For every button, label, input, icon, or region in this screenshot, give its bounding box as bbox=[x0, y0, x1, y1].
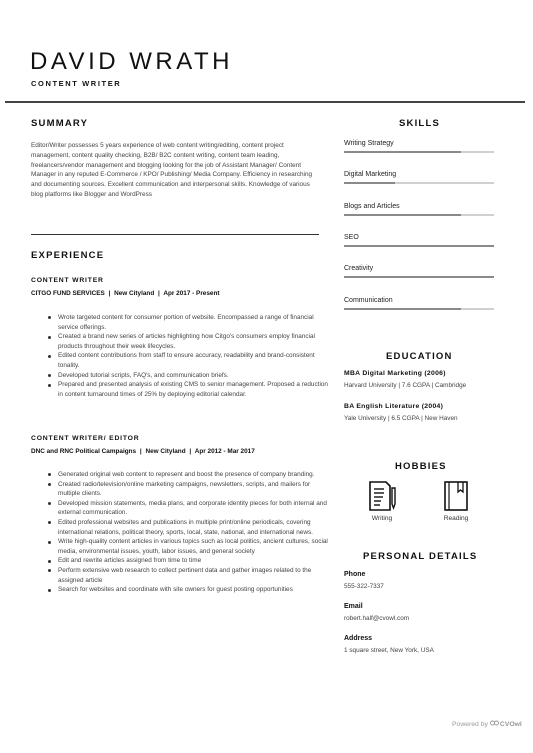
writing-icon bbox=[357, 480, 407, 512]
list-item: Search for websites and coordinate with site owners for guest posting opportunities bbox=[48, 585, 328, 595]
skills-title: SKILLS bbox=[399, 118, 440, 129]
list-item: Write high-quality content articles in various topics such as local politics, ancient cultures, social media, environmental issues, youth, labor issues, and general society bbox=[48, 537, 328, 556]
owl-icon bbox=[490, 719, 499, 729]
education-degree: BA English Literature (2004) bbox=[344, 403, 444, 410]
job-location: New Cityland bbox=[114, 290, 155, 297]
skill-bar bbox=[344, 276, 494, 278]
header-divider bbox=[5, 101, 525, 103]
hobby-item bbox=[431, 480, 481, 522]
separator: | bbox=[139, 448, 142, 455]
separator: | bbox=[158, 290, 160, 297]
address-value: 1 square street, New York, USA bbox=[344, 647, 434, 654]
list-item: Prepared and presented analysis of existing CMS to senior management. Proposed a reduction in content turnaround times of 25% by deploying editorial calendar. bbox=[48, 380, 328, 399]
experience-title: EXPERIENCE bbox=[31, 250, 105, 261]
skill-bar bbox=[344, 151, 494, 153]
education-university: Harvard University bbox=[344, 382, 397, 389]
brand-logo[interactable] bbox=[490, 719, 522, 729]
education-location: New Haven bbox=[424, 415, 458, 422]
education-university: Yale University bbox=[344, 415, 387, 422]
skill-label: SEO bbox=[344, 234, 359, 241]
job-bullets bbox=[48, 313, 328, 399]
skill-item bbox=[344, 203, 494, 216]
separator: | bbox=[421, 415, 425, 422]
skill-bar-fill bbox=[344, 276, 494, 278]
list-item: Developed tutorial scripts, FAQ's, and communication briefs. bbox=[48, 371, 328, 381]
skill-label: Writing Strategy bbox=[344, 140, 394, 147]
education-meta bbox=[344, 382, 466, 389]
skill-bar-fill bbox=[344, 214, 461, 216]
list-item: Created radio/television/online marketing campaigns, newsletters, scripts, and mailers for multiple clients. bbox=[48, 480, 328, 499]
skill-bar-fill bbox=[344, 245, 494, 247]
skill-label: Blogs and Articles bbox=[344, 203, 400, 210]
summary-text: Editor/Writer possesses 5 years experience of web content writing/editing, content project management, content quality checking, B2B/ B2C content writing, content team leading, freelancers/vendor management and blogging looking for the job of Assistant Manager/ Content Manager in any reputed E-Commerce / KPO/ Publishing/ Media Company. Efficiency in researching and documenting sources. Excellent communication and interpersonal skills. Knowledge of various blog platforms like Blogger and WordPress bbox=[31, 142, 313, 198]
job-dates: Apr 2017 - Present bbox=[163, 290, 220, 297]
skill-item bbox=[344, 234, 494, 247]
summary-title: SUMMARY bbox=[31, 118, 89, 129]
email-label: Email bbox=[344, 603, 363, 610]
job-company: DNC and RNC Political Campaigns bbox=[31, 448, 137, 455]
job-meta bbox=[31, 448, 255, 455]
list-item: Created a brand new series of articles highlighting how Citgo's consumers employ financial products throughout their week lifecycles. bbox=[48, 332, 328, 351]
address-label: Address bbox=[344, 635, 373, 642]
hobby-item bbox=[357, 480, 407, 522]
brand-name: CVOwl bbox=[499, 720, 522, 728]
education-score: 6.5 CGPA bbox=[391, 415, 420, 422]
skill-bar-fill bbox=[344, 151, 461, 153]
separator: | bbox=[108, 290, 111, 297]
job-meta bbox=[31, 290, 220, 297]
personal-title: PERSONAL DETAILS bbox=[363, 551, 478, 562]
powered-by bbox=[452, 719, 522, 729]
job-title: CONTENT WRITER bbox=[31, 277, 104, 284]
skill-bar-fill bbox=[344, 308, 461, 310]
education-score: 7.6 CGPA bbox=[401, 382, 430, 389]
education-title: EDUCATION bbox=[386, 351, 453, 362]
list-item: Generated original web content to represent and boost the presence of company branding. bbox=[48, 470, 328, 480]
list-item: Developed mission statements, media plans, and corporate identity pieces for both internal and external communication. bbox=[48, 499, 328, 518]
separator: | bbox=[431, 382, 435, 389]
education-degree: MBA Digital Marketing (2006) bbox=[344, 370, 446, 377]
hobbies-title: HOBBIES bbox=[395, 461, 447, 472]
skill-item bbox=[344, 140, 494, 153]
skill-item bbox=[344, 265, 494, 278]
list-item: Wrote targeted content for consumer portion of website. Encompassed a range of financial service offerings. bbox=[48, 313, 328, 332]
separator: | bbox=[398, 382, 402, 389]
job-dates: Apr 2012 - Mar 2017 bbox=[194, 448, 255, 455]
phone-label: Phone bbox=[344, 571, 366, 578]
skill-bar bbox=[344, 214, 494, 216]
job-title: CONTENT WRITER/ EDITOR bbox=[31, 435, 140, 442]
list-item: Edited professional websites and publications in multiple print/online periodicals, covering international relations, political theory, sports, local, state, national, and international news. bbox=[48, 518, 328, 537]
skill-label: Communication bbox=[344, 297, 393, 304]
list-item: Perform extensive web research to collect pertinent data and gather images related to the assigned article bbox=[48, 566, 328, 585]
reading-icon bbox=[431, 480, 481, 512]
education-meta bbox=[344, 415, 458, 422]
skill-label: Creativity bbox=[344, 265, 374, 272]
job-company: CITGO FUND SERVICES bbox=[31, 290, 105, 297]
summary-divider bbox=[31, 234, 319, 235]
skill-bar-fill bbox=[344, 182, 395, 184]
skill-bar bbox=[344, 182, 494, 184]
list-item: Edited content contributions from staff to ensure accuracy, readability and brand-consistent tonality. bbox=[48, 351, 328, 370]
skill-item bbox=[344, 171, 494, 184]
job-bullets bbox=[48, 470, 328, 595]
list-item: Edit and rewrite articles assigned from time to time bbox=[48, 556, 328, 566]
hobby-label: Writing bbox=[371, 515, 393, 522]
skill-bar bbox=[344, 308, 494, 310]
separator: | bbox=[387, 415, 392, 422]
job-location: New Cityland bbox=[145, 448, 186, 455]
phone-value: 555-322-7337 bbox=[344, 583, 384, 590]
education-location: Cambridge bbox=[434, 382, 467, 389]
candidate-role: CONTENT WRITER bbox=[31, 79, 122, 88]
skill-item bbox=[344, 297, 494, 310]
separator: | bbox=[189, 448, 192, 455]
skill-label: Digital Marketing bbox=[344, 171, 397, 178]
hobby-label: Reading bbox=[443, 515, 469, 522]
skill-bar bbox=[344, 245, 494, 247]
candidate-name: DAVID WRATH bbox=[30, 48, 233, 75]
email-value: robert.half@cvowl.com bbox=[344, 615, 410, 622]
powered-by-label: Powered by bbox=[452, 720, 488, 728]
